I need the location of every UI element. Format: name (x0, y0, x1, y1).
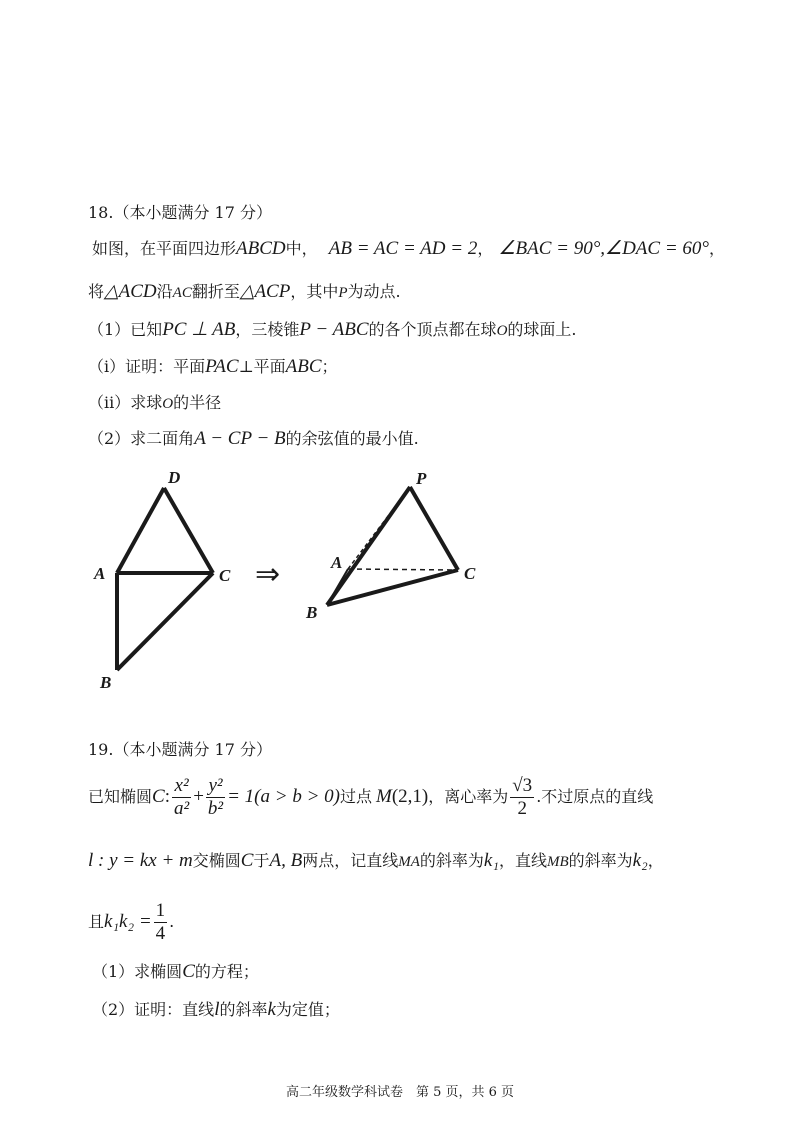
q18-part1-ii: （ii）求球O的半径 (88, 393, 222, 412)
q18-header: 18.（本小题满分 17 分） (88, 203, 272, 222)
implies-arrow: ⇒ (255, 558, 281, 591)
fraction-x2-a2: $\frac{\text{x²}}{\text{a²}}$ (173, 775, 190, 819)
fraction-one-quarter: $\frac{1}{4}$ (155, 900, 166, 944)
q19-line-l: l : y = kx + m交椭圆C于A, B两点，记直线MA的斜率为k₁，直线MB的斜率为k₂， (88, 850, 664, 871)
fraction-sqrt3-over-2: $\frac{√3}{2}$ (512, 775, 533, 819)
edge-ac (348, 569, 458, 570)
edge-da (117, 488, 164, 573)
geometry-figure (80, 460, 500, 700)
left-quadrilateral (117, 488, 213, 670)
label-c: C (464, 564, 476, 583)
edge-ap (348, 487, 410, 569)
q18-fold: 将△ACD沿AC翻折至△ACP，其中P为动点. (88, 281, 401, 302)
edge-dc (164, 488, 213, 573)
fraction-y2-b2: $\frac{\text{y²}}{\text{b²}}$ (207, 775, 224, 819)
label-a: A (94, 564, 106, 583)
right-tetrahedron (327, 487, 458, 605)
q19-part2: （2）证明：直线l的斜率k为定值； (92, 999, 340, 1020)
label-a: A (331, 553, 343, 572)
label-p: P (416, 469, 427, 488)
q19-header: 19.（本小题满分 17 分） (88, 740, 272, 759)
edge-bc (117, 573, 213, 670)
page-footer: 高二年级数学科试卷 第 5 页，共 6 页 (285, 1085, 515, 1100)
q18-part1: （1）已知PC ⊥ AB，三棱锥P − ABC的各个顶点都在球O的球面上. (88, 319, 577, 340)
edge-pc (410, 487, 458, 570)
q18-intro: 如图，在平面四边形ABCD中， AB = AC = AD = 2， ∠BAC = 90°,∠DAC = 60°， (92, 238, 726, 259)
q19-k-product: 且k₁k₂ = $\frac{1}{4}$ . (88, 900, 175, 944)
q19-part1: （1）求椭圆C的方程； (92, 961, 259, 982)
q19-ellipse-line: 已知椭圆C: $\frac{\text{x²}}{\text{a²}}$ + $\frac{\text{y²}}{\text{b²}}$ = 1(a > b > 0)过点 M(2,1)，离心率为 $\frac{√3}{2}$ .不过原点的直线 (88, 775, 654, 819)
q18-part1-i: （i）证明：平面PAC⊥平面ABC； (88, 356, 338, 377)
label-c: C (219, 566, 231, 585)
q18-part2: （2）求二面角A − CP − B的余弦值的最小值. (88, 428, 419, 449)
label-b: B (100, 673, 112, 692)
label-b: B (306, 603, 318, 622)
label-d: D (168, 468, 181, 487)
